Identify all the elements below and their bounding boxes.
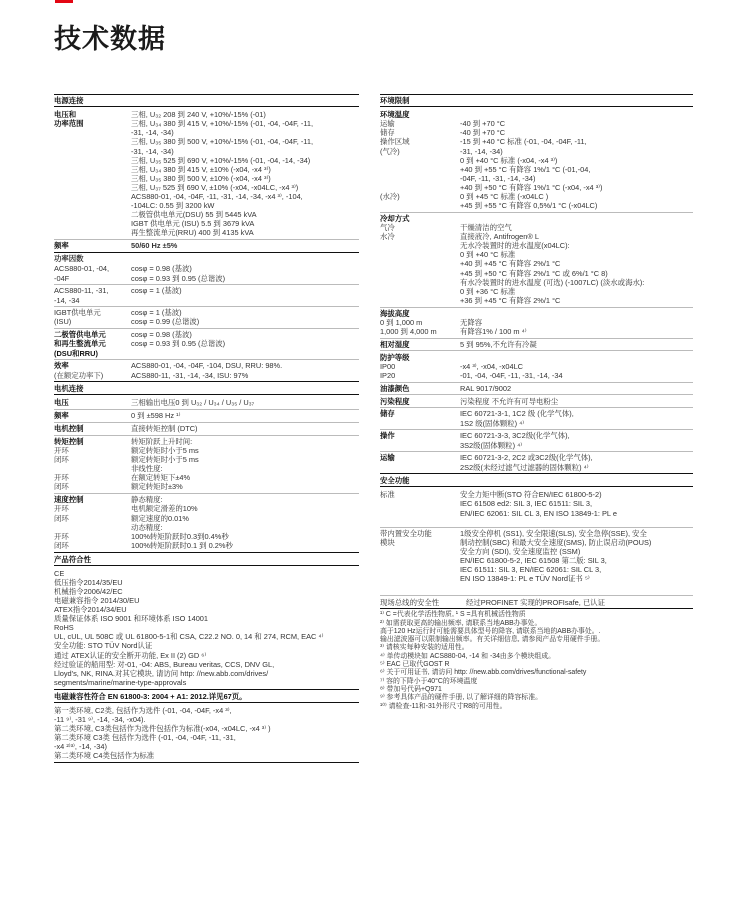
motor-section-header: 电机连接: [54, 383, 359, 395]
left-column: [54, 94, 359, 763]
altitude-row: 海拔高度 0 到 1,000 m 1,000 到 4,000 m 无降容 有降容1% / 100 m ⁴⁾: [380, 308, 693, 339]
protection-class-row: 防护等级 IP00 IP20 -x4 ³⁾, -x04, -x04LC -01, -04, -04F, -11, -31, -14, -34: [380, 351, 693, 382]
safety-section-header: 安全功能: [380, 475, 693, 487]
temperature-row: 环境温度 运输 储存 操作区域 (气冷) (水冷) -40 到 +70 °C -40 到 +70 °C -15 到 +40 °C 标准 (-01, -04, -04F, -11, -31, -14, -34) 0 到 +40 °C 标准 (-x04, -x4 ³⁾) +40 到 +55 °C 有降容 1%/1 °C (-01,-04, -04F, -11, -31, -14, -34) +40 到 +50 °C 有降容 1%/1 °C (-x04, -x4 ³⁾) 0 到 +45 °C 标准 (-x04LC ) +45 到 +55 °C 有降容 0,5%/1 °C (-x04LC): [380, 109, 693, 213]
pollution-row: 污染程度 污染程度 不允许有可导电粉尘: [380, 395, 693, 408]
brand-accent-bar: [55, 0, 73, 3]
pf-row-isu: IGBT供电单元 (ISU) cosφ = 1 (基波) cosφ = 0.99 (总谐波): [54, 307, 359, 329]
emc-list: 第一类环境, C2类, 包括作为选件 (-01, -04, -04F, -x4 ³⁾, -11 ⁹⁾, -31 ⁹⁾, -14, -34, -x04). 第二类环境, C3类包括作为选件包括作为标准(-x04, -x04LC, -x4 ³⁾ ) 第二类环境 C3类 包括作为选件 (-01, -04, -04F, -11, -31, -x4 ²⁾³⁾, -14, -34) 第二类环境 C4类包括作为标准: [54, 705, 359, 763]
power-factor-header: 功率因数: [54, 254, 84, 264]
conformity-list: CE 低压指令2014/35/EU 机械指令2006/42/EC 电磁兼容指令 2014/30/EU ATEX指令2014/34/EU 质量保证体系 ISO 9001 和环境体系 ISO 14001 RoHS UL, cUL, UL 508C 或 UL 61800-5-1和 CSA, C22.2 NO. 0, 14 和 274, RCM, EAC ⁴⁾ 安全功能: STO TÜV Nord认证 通过 ATEX认证的安全断开功能, Ex II (2) GD ⁶⁾ 经过验证的船用型: 对-01, -04: ABS, Bureau veritas, CCS, DNV GL, Lloyd's, NK, RINA.对其它模块, 请访问 http: //new.abb.com/drives/ segments/marine/marine-type-approvals: [54, 568, 359, 690]
voltage-power-values: 三相, U₃₂ 208 到 240 V, +10%/-15% (-01) 三相, U₃₄ 380 到 415 V, +10%/-15% (-01, -04, -04F, -11, -31, -14, -34) 三相, U₃₅ 380 到 500 V, +10%/-15% (-01, -04, -04F, -11, -31, -14, -34) 三相, U₃₅ 525 到 690 V, +10%/-15% (-01, -04, -14, -34) 三相, U₃₄ 380 到 415 V, ±10% (-x04, -x4 ³⁾) 三相, U₃₅ 380 到 500 V, ±10% (-x04, -x4 ³⁾) 三相, U₃₇ 525 到 690 V, ±10% (-x04, -x04LC, -x4 ³⁾) ACS880-01, -04, -04F, -11, -31, -14, -34, -x4 ³⁾, -104, -104LC: 0.55 到 3200 kW 二极管供电单元(DSU) 55 到 5445 kVA IGBT 供电单元 (ISU) 5.5 到 3679 kVA 再生整流单元(RRU) 400 到 4135 kVA: [131, 110, 314, 238]
paint-color-row: 油漆颜色 RAL 9017/9002: [380, 383, 693, 396]
motor-frequency-row: 频率 0 到 ±598 Hz ¹⁾: [54, 410, 359, 423]
cooling-row: 冷却方式 气冷 水冷 干燥清洁的空气 直接液冷, Antifrogen® L 无水冷装置时的进水温度(x04LC): 0 到 +40 °C 标准 +40 到 +45 °C 有降容 2%/1 °C +45 到 +50 °C 有降容 2%/1 °C 或 6%/1 °C 8) 有水冷装置时的进水温度 (可选) (-1007LC) (淡水或海水): 0 到 +36 °C 标准 +36 到 +45 °C 有降容 2%/1 °C: [380, 213, 693, 308]
motor-control-row: 电机控制 直接转矩控制 (DTC): [54, 423, 359, 436]
pf-row-dsu: 二极管供电单元 和再生整流单元 (DSU和RRU) cosφ = 0.98 (基波) cosφ = 0.93 到 0.95 (总谐波): [54, 329, 359, 360]
operation-row: 操作 IEC 60721-3-3, 3C2级(化学气体), 3S2级(固体颗粒) ⁴⁾: [380, 430, 693, 452]
power-section-header: 电源连接: [54, 94, 359, 107]
efficiency-row: 效率 (在额定功率下) ACS880-01, -04, -04F, -104, DSU, RRU: 98%. ACS880-11, -31, -14, -34, ISU: 97%: [54, 360, 359, 382]
safety-module-row: 带内置安全功能 模块 1级安全停机 (SS1), 安全限速(SLS), 安全急停(SSE), 安全 制动控制(SBC) 和最大安全速度(SMS), 防止误启动(POUS) 安全方向 (SDI), 安全速度监控 (SSM) EN/IEC 61800-5-2, IEC 61508 第二版: SIL 3, IEC 61511: SIL 3, EN/IEC 62061: SIL CL 3, EN ISO 13849-1: PL e TÜV Nord证书 ⁵⁾: [380, 528, 693, 597]
safety-standard-row: 标准 安全力矩中断(STO 符合EN/IEC 61800-5-2) IEC 61508 ed2: SIL 3, IEC 61511: SIL 3, EN/IEC 62061: SIL CL 3, EN ISO 13849-1: PL e: [380, 489, 693, 527]
page-title: 技术数据: [54, 24, 166, 54]
torque-control-row: 转矩控制 开环 闭环 开环 闭环 转矩阶跃上升时间: 额定转矩时小于5 ms 额定转矩时小于5 ms 非线性度: 在额定转矩下±4% 额定转矩时±3%: [54, 436, 359, 494]
pf-row-11: ACS880-11, -31, -14, -34 cosφ = 1 (基波): [54, 285, 359, 307]
voltage-power-row: 电压和 功率范围 三相, U₃₂ 208 到 240 V, +10%/-15% (-01) 三相, U₃₄ 380 到 415 V, +10%/-15% (-01, -04, -04F, -11, -31, -14, -34) 三相, U₃₅ 380 到 500 V, +10%/-15% (-01, -04, -04F, -11, -31, -14, -34) 三相, U₃₅ 525 到 690 V, +10%/-15% (-01, -04, -14, -34) 三相, U₃₄ 380 到 415 V, ±10% (-x04, -x4 ³⁾) 三相, U₃₅ 380 到 500 V, ±10% (-x04, -x4 ³⁾) 三相, U₃₇ 525 到 690 V, ±10% (-x04, -x04LC, -x4 ³⁾) ACS880-01, -04, -04F, -11, -31, -14, -34, -x4 ³⁾, -104, -104LC: 0.55 到 3200 kW 二极管供电单元(DSU) 55 到 5445 kVA IGBT 供电单元 (ISU) 5.5 到 3679 kVA 再生整流单元(RRU) 400 到 4135 kVA: [54, 109, 359, 240]
footnotes: ¹⁾ C =代表化学活性物质, ¹ S =具有机械活性物质 ²⁾ 如需获取更高的输出频率, 请联系当地ABB办事处。 高于120 Hz运行时可能需要具体型号的降容, 请联系当地的ABB办事处。. 输出滤波器可以限制输出频率。有关详细信息, 请参阅产品专用硬件手册。 ³⁾ 请核实每种安装的适用性。 ⁴⁾ 单传动模块如 ACS880-04, -14 和 -34由多个模块组成。 ⁵⁾ EAC 已取代GOST R ⁶⁾ 关于可用证书, 请访问 http: //new.abb.com/drives/functional-safety ⁷⁾ 容的下降小于40°C的环境温度 ⁸⁾ 带加号代码+Q971 ⁹⁾ 参考具体产品的硬件手册, 以了解详细的降容标准。 ¹⁰⁾ 请检查-11和-31外形尺寸R8的可用性。: [380, 608, 693, 711]
transport-row: 运输 IEC 60721-3-2, 2C2 或3C2级(化学气体), 2S2级(未经过滤气过滤器的固体颗粒) ⁴⁾: [380, 452, 693, 474]
speed-control-row: 速度控制 开环 闭环 开环 闭环 静态精度: 电机额定滑差的10% 额定速度的0.01% 动态精度: 100%转矩阶跃时0.3到0.4%秒 100%转矩阶跃时0.1 到 0.2%秒: [54, 494, 359, 552]
conformity-section-header: 产品符合性: [54, 554, 359, 566]
pf-row-01: ACS880-01, -04, -04F cosφ = 0.98 (基波) cosφ = 0.93 到 0.95 (总谐波): [54, 263, 359, 285]
emc-section-header: 电磁兼容性符合 EN 61800-3: 2004 + A1: 2012.详见67页。: [54, 691, 359, 703]
motor-voltage-row: 电压 三相输出电压0 到 U₃₂ / U₃₄ / U₃₅ / U₃₇: [54, 397, 359, 410]
right-column: [380, 94, 693, 711]
frequency-row: 频率 50/60 Hz ±5%: [54, 240, 359, 253]
fieldbus-safety-row: 现场总线的安全性 经过PROFINET 实现的PROFIsafe, 已认证: [380, 597, 606, 607]
storage-row: 储存 IEC 60721-3-1, 1C2 级 (化学气体), 1S2 级(固体颗粒) ⁴⁾: [380, 408, 693, 430]
environment-section-header: 环境限制: [380, 94, 693, 107]
humidity-row: 相对湿度 5 到 95%,不允许有冷凝: [380, 339, 693, 352]
